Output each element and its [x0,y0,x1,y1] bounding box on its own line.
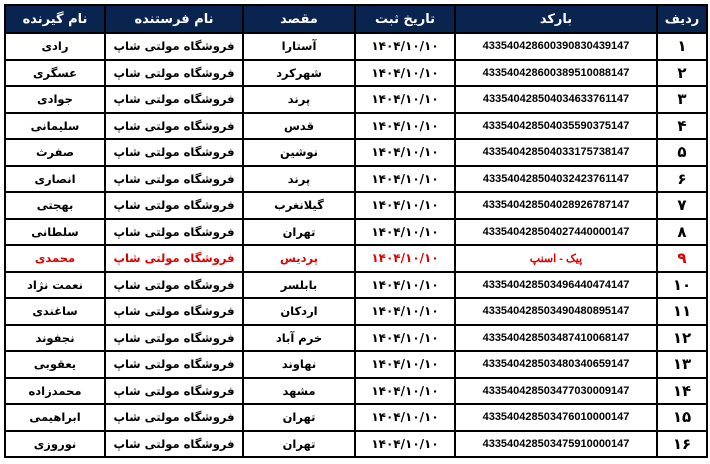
destination-cell: نوشین [243,139,355,166]
barcode-cell: 433540428503496440474147 [455,272,657,299]
row-number: ۱۵ [657,404,707,431]
table-row [5,219,707,246]
destination-cell: تهران [243,431,355,458]
row-number: ۱۲ [657,325,707,352]
date-cell: ۱۴۰۴/۱۰/۱۰ [355,113,455,140]
row-number: ۱ [657,33,707,60]
row-number: ۱۶ [657,431,707,458]
barcode-cell: 433540428503476010000147 [455,404,657,431]
barcode-cell: 4335404286003908304391​47 [455,33,657,60]
date-cell: ۱۴۰۴/۱۰/۱۰ [355,139,455,166]
date-cell: ۱۴۰۴/۱۰/۱۰ [355,325,455,352]
table-row [5,166,707,193]
date-cell: ۱۴۰۴/۱۰/۱۰ [355,404,455,431]
receiver-cell: یعقوبی [5,351,105,378]
receiver-cell: سلیمانی [5,113,105,140]
receiver-cell: ابراهیمی [5,404,105,431]
receiver-cell: انصاری [5,166,105,193]
barcode-cell: 433540428503487410068147 [455,325,657,352]
table-row [5,113,707,140]
barcode-cell: 433540428504027440000147 [455,219,657,246]
destination-cell: شهرکرد [243,60,355,87]
table-row [5,272,707,299]
shipment-table [4,4,708,458]
table-row [5,404,707,431]
destination-cell: گیلانغرب [243,192,355,219]
destination-cell: تهران [243,404,355,431]
row-number: ۱۱ [657,298,707,325]
row-number: ۳ [657,86,707,113]
destination-cell: اردکان [243,298,355,325]
barcode-cell: 433540428503480340659147 [455,351,657,378]
destination-cell: مشهد [243,378,355,405]
receiver-cell: صفرث [5,139,105,166]
date-cell: ۱۴۰۴/۱۰/۱۰ [355,192,455,219]
header-radif: ردیف [657,5,707,33]
sender-cell: فروشگاه مولتی شاپ [105,404,243,431]
date-cell: ۱۴۰۴/۱۰/۱۰ [355,298,455,325]
destination-cell: خرم آباد [243,325,355,352]
sender-cell: فروشگاه مولتی شاپ [105,431,243,458]
table-row [5,351,707,378]
receiver-cell: ساغندی [5,298,105,325]
sender-cell: فروشگاه مولتی شاپ [105,219,243,246]
date-cell: ۱۴۰۴/۱۰/۱۰ [355,33,455,60]
destination-cell: نهاوند [243,351,355,378]
table-row [5,60,707,87]
date-cell: ۱۴۰۴/۱۰/۱۰ [355,378,455,405]
destination-cell: پرند [243,86,355,113]
sender-cell: فروشگاه مولتی شاپ [105,33,243,60]
barcode-cell: 433540428504032423761147 [455,166,657,193]
receiver-cell: نوروزی [5,431,105,458]
sender-cell: فروشگاه مولتی شاپ [105,86,243,113]
sender-cell: فروشگاه مولتی شاپ [105,113,243,140]
table-row [5,139,707,166]
barcode-cell: 433540428503477030009147 [455,378,657,405]
barcode-cell: 433540428504033175738147 [455,139,657,166]
sender-cell: فروشگاه مولتی شاپ [105,298,243,325]
sender-cell: فروشگاه مولتی شاپ [105,272,243,299]
date-cell: ۱۴۰۴/۱۰/۱۰ [355,431,455,458]
table-row [5,86,707,113]
table-row [5,325,707,352]
sender-cell: فروشگاه مولتی شاپ [105,351,243,378]
barcode-cell: 433540428504034633761147 [455,86,657,113]
shipment-table-container [4,4,706,458]
sender-cell: فروشگاه مولتی شاپ [105,139,243,166]
header-date: تاریخ ثبت [355,5,455,33]
receiver-cell: محمدی [5,245,105,272]
receiver-cell: رادی [5,33,105,60]
barcode-cell: 433540428503490480895147 [455,298,657,325]
barcode-cell: پیک - اسنپ [455,245,657,272]
date-cell: ۱۴۰۴/۱۰/۱۰ [355,219,455,246]
destination-cell: آستارا [243,33,355,60]
destination-cell: تهران [243,219,355,246]
header-destination: مقصد [243,5,355,33]
date-cell: ۱۴۰۴/۱۰/۱۰ [355,60,455,87]
row-number: ۱۳ [657,351,707,378]
destination-cell: بابلسر [243,272,355,299]
row-number: ۱۴ [657,378,707,405]
row-number: ۹ [657,245,707,272]
table-row [5,33,707,60]
barcode-cell: 433540428504035590375147 [455,113,657,140]
receiver-cell: نجفوند [5,325,105,352]
receiver-cell: سلطانی [5,219,105,246]
sender-cell: فروشگاه مولتی شاپ [105,378,243,405]
barcode-cell: 433540428504028926787147 [455,192,657,219]
header-receiver: نام گیرنده [5,5,105,33]
row-number: ۱۰ [657,272,707,299]
destination-cell: پردیس [243,245,355,272]
date-cell: ۱۴۰۴/۱۰/۱۰ [355,166,455,193]
sender-cell: فروشگاه مولتی شاپ [105,166,243,193]
table-row [5,192,707,219]
header-sender: نام فرستنده [105,5,243,33]
row-number: ۴ [657,113,707,140]
table-row [5,431,707,458]
sender-cell: فروشگاه مولتی شاپ [105,60,243,87]
destination-cell: قدس [243,113,355,140]
row-number: ۲ [657,60,707,87]
row-number: ۷ [657,192,707,219]
date-cell: ۱۴۰۴/۱۰/۱۰ [355,351,455,378]
barcode-cell: 433540428600389510088147 [455,60,657,87]
destination-cell: پرند [243,166,355,193]
receiver-cell: عسگری [5,60,105,87]
date-cell: ۱۴۰۴/۱۰/۱۰ [355,245,455,272]
header-barcode: بارکد [455,5,657,33]
date-cell: ۱۴۰۴/۱۰/۱۰ [355,272,455,299]
row-number: ۵ [657,139,707,166]
receiver-cell: محمدزاده [5,378,105,405]
date-cell: ۱۴۰۴/۱۰/۱۰ [355,86,455,113]
receiver-cell: بهجتی [5,192,105,219]
table-row [5,378,707,405]
receiver-cell: نعمت نژاد [5,272,105,299]
row-number: ۸ [657,219,707,246]
table-row [5,245,707,272]
sender-cell: فروشگاه مولتی شاپ [105,192,243,219]
table-header-row [5,5,707,33]
receiver-cell: جوادی [5,86,105,113]
sender-cell: فروشگاه مولتی شاپ [105,325,243,352]
sender-cell: فروشگاه مولتی شاپ [105,245,243,272]
row-number: ۶ [657,166,707,193]
barcode-cell: 433540428503475910000147 [455,431,657,458]
table-row [5,298,707,325]
